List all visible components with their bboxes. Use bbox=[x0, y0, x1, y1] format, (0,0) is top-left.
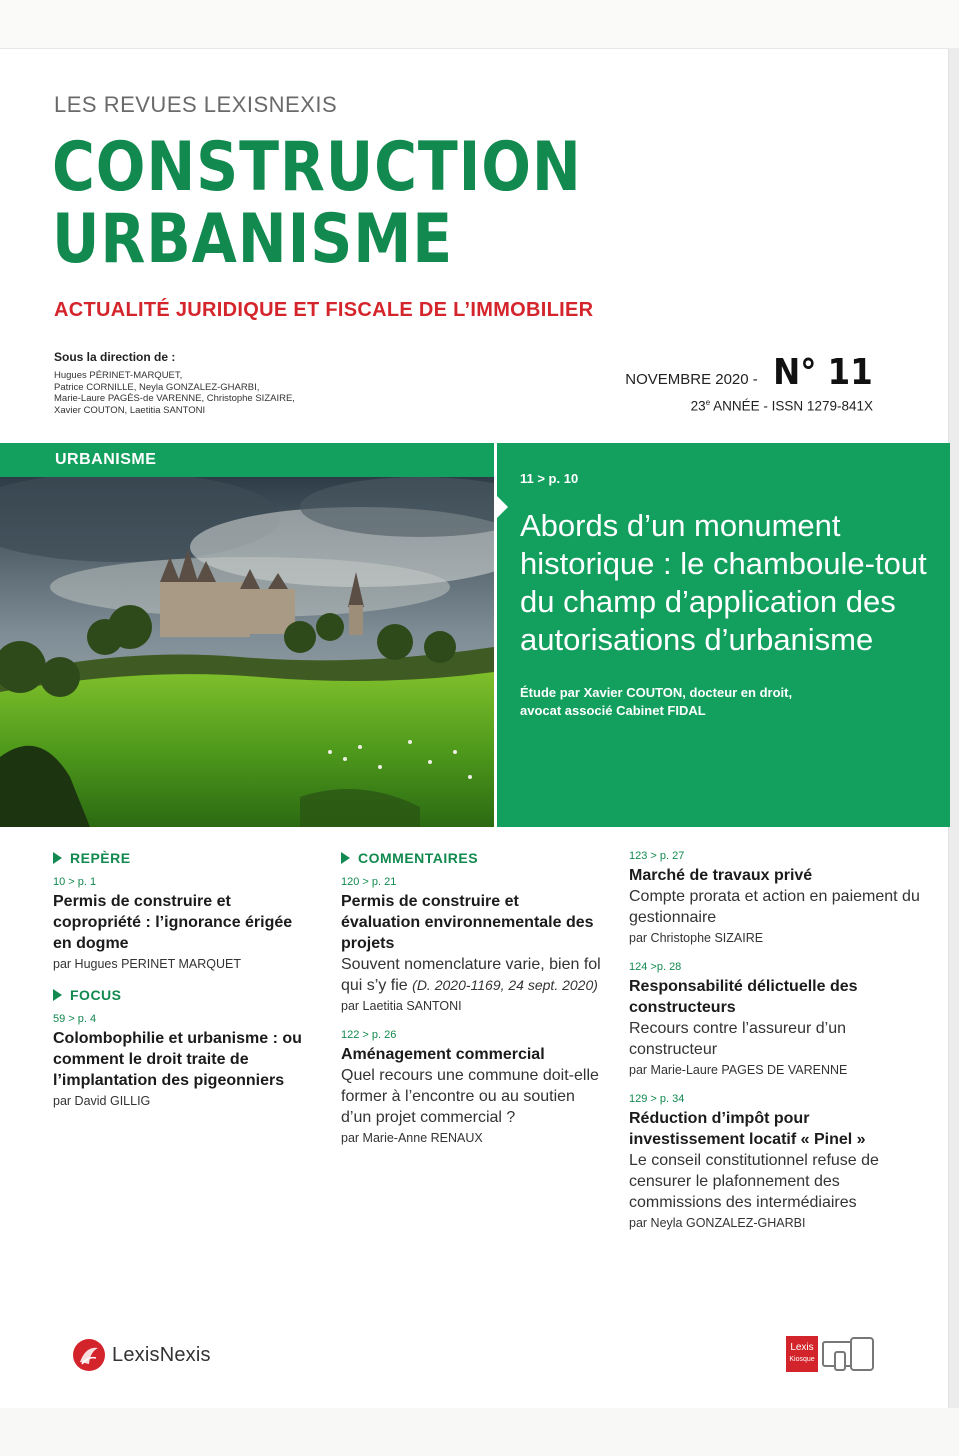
kiosque-badge bbox=[786, 1336, 818, 1372]
magazine-title bbox=[52, 128, 582, 279]
lexisnexis-brand: LexisNexis bbox=[112, 1343, 211, 1366]
direction-label: Sous la direction de : bbox=[54, 350, 176, 364]
series-label: LES REVUES LEXISNEXIS bbox=[54, 92, 338, 117]
feature-panel bbox=[0, 443, 950, 827]
article-title: Permis de construire et évaluation environnementale des projets bbox=[341, 893, 594, 952]
article-description: Le conseil constitutionnel refuse de censurer le plafonnement des commissions des intermédiaires bbox=[629, 1152, 879, 1211]
article-author: par David GILLIG bbox=[53, 1094, 151, 1108]
article-author: par Laetitia SANTONI bbox=[341, 999, 462, 1013]
year-suffix: e bbox=[705, 398, 711, 407]
article-ref: 123 > p. 27 bbox=[629, 850, 685, 862]
repere-heading-label: REPÈRE bbox=[70, 850, 131, 866]
direction-line: Marie-Laure PAGÈS-de VARENNE, Christophe SIZAIRE, bbox=[54, 393, 295, 404]
lexisnexis-mark-icon bbox=[72, 1338, 106, 1372]
title-line-1: CONSTRUCTION bbox=[52, 128, 582, 207]
triangle-icon bbox=[341, 852, 350, 864]
kiosque-top-label: Lexis bbox=[790, 1342, 814, 1353]
issue-year-issn bbox=[691, 398, 873, 414]
issue-info bbox=[625, 352, 873, 393]
article-description bbox=[341, 954, 601, 996]
article-item bbox=[629, 850, 929, 945]
direction-line: Hugues PÉRINET-MARQUET, bbox=[54, 370, 183, 381]
kiosque-bottom-label: Kiosque bbox=[789, 1356, 815, 1363]
article-author: par Neyla GONZALEZ-GHARBI bbox=[629, 1216, 806, 1230]
castle-photo bbox=[0, 477, 494, 827]
article-title: Marché de travaux privé bbox=[629, 867, 813, 884]
article-ref: 122 > p. 26 bbox=[341, 1029, 397, 1041]
article-ref: 120 > p. 21 bbox=[341, 876, 397, 888]
feature-title: Abords d’un monument historique : le chamboule-tout du champ d’application des autorisations d’urbanisme bbox=[520, 508, 927, 657]
article-title: Réduction d’impôt pour investissement locatif « Pinel » bbox=[629, 1110, 866, 1148]
direction-names bbox=[54, 370, 314, 416]
feature-section-tag: URBANISME bbox=[55, 451, 157, 468]
article-item bbox=[53, 1013, 313, 1108]
article-description: Recours contre l’assureur d’un constructeur bbox=[629, 1020, 846, 1058]
feature-arrow bbox=[494, 493, 508, 521]
article-item bbox=[629, 1093, 929, 1230]
issue-number: N° 11 bbox=[773, 352, 873, 393]
issue-date: NOVEMBRE 2020 - bbox=[625, 371, 758, 388]
feature-author bbox=[520, 684, 850, 720]
article-desc-text: Souvent nomenclature varie, bien fol qui s’y fie bbox=[341, 956, 601, 994]
article-author: par Marie-Laure PAGES DE VARENNE bbox=[629, 1063, 848, 1077]
feature-reference: 11 > p. 10 bbox=[520, 471, 579, 486]
triangle-icon bbox=[53, 989, 62, 1001]
castle-landscape-image bbox=[0, 477, 494, 827]
scan-top-margin bbox=[0, 0, 959, 48]
article-author: par Christophe SIZAIRE bbox=[629, 931, 764, 945]
article-item bbox=[341, 1029, 601, 1145]
page-edge bbox=[949, 48, 959, 1408]
article-description: Quel recours une commune doit-elle former à l’encontre ou au soutien d’un projet commercial ? bbox=[341, 1067, 599, 1126]
article-ref: 10 > p. 1 bbox=[53, 876, 97, 888]
column-middle bbox=[341, 850, 601, 1161]
feature-author-line: avocat associé Cabinet FIDAL bbox=[520, 703, 706, 718]
devices-icon bbox=[821, 1336, 877, 1372]
column-right bbox=[629, 850, 929, 1246]
year-number: 23 bbox=[690, 398, 706, 414]
article-title: Responsabilité délictuelle des constructeurs bbox=[629, 978, 858, 1016]
year-rest: ANNÉE - ISSN 1279-841X bbox=[710, 398, 873, 414]
commentaires-heading bbox=[341, 850, 601, 866]
scan-bottom-margin bbox=[0, 1408, 959, 1456]
lexisnexis-logo bbox=[72, 1338, 211, 1372]
triangle-icon bbox=[53, 852, 62, 864]
focus-heading-label: FOCUS bbox=[70, 987, 122, 1003]
feature-author-line: Étude par Xavier COUTON, docteur en droit, bbox=[520, 685, 793, 700]
magazine-subtitle: ACTUALITÉ JURIDIQUE ET FISCALE DE L’IMMOBILIER bbox=[54, 299, 594, 321]
column-left bbox=[53, 850, 313, 1124]
article-item bbox=[629, 961, 929, 1077]
direction-line: Xavier COUTON, Laetitia SANTONI bbox=[54, 404, 206, 416]
article-desc-italic: (D. 2020-1169, 24 sept. 2020) bbox=[412, 977, 598, 993]
article-ref: 59 > p. 4 bbox=[53, 1013, 97, 1025]
article-item bbox=[341, 876, 601, 1013]
article-item bbox=[53, 876, 313, 971]
article-title: Aménagement commercial bbox=[341, 1046, 545, 1063]
repere-heading bbox=[53, 850, 313, 866]
focus-heading bbox=[53, 987, 313, 1003]
commentaires-heading-label: COMMENTAIRES bbox=[358, 850, 479, 866]
article-title: Colombophilie et urbanisme : ou comment le droit traite de l’implantation des pigeonniers bbox=[53, 1030, 302, 1089]
article-author: par Hugues PERINET MARQUET bbox=[53, 957, 242, 971]
article-ref: 129 > p. 34 bbox=[629, 1093, 685, 1105]
article-author: par Marie-Anne RENAUX bbox=[341, 1131, 483, 1145]
direction-line: Patrice CORNILLE, Neyla GONZALEZ-GHARBI, bbox=[54, 381, 260, 393]
title-line-2: URBANISME bbox=[52, 200, 454, 279]
lexis-kiosque-logo bbox=[786, 1336, 877, 1372]
article-description: Compte prorata et action en paiement du gestionnaire bbox=[629, 888, 920, 926]
article-ref: 124 >p. 28 bbox=[629, 961, 682, 973]
article-title: Permis de construire et copropriété : l’ignorance érigée en dogme bbox=[53, 893, 293, 952]
